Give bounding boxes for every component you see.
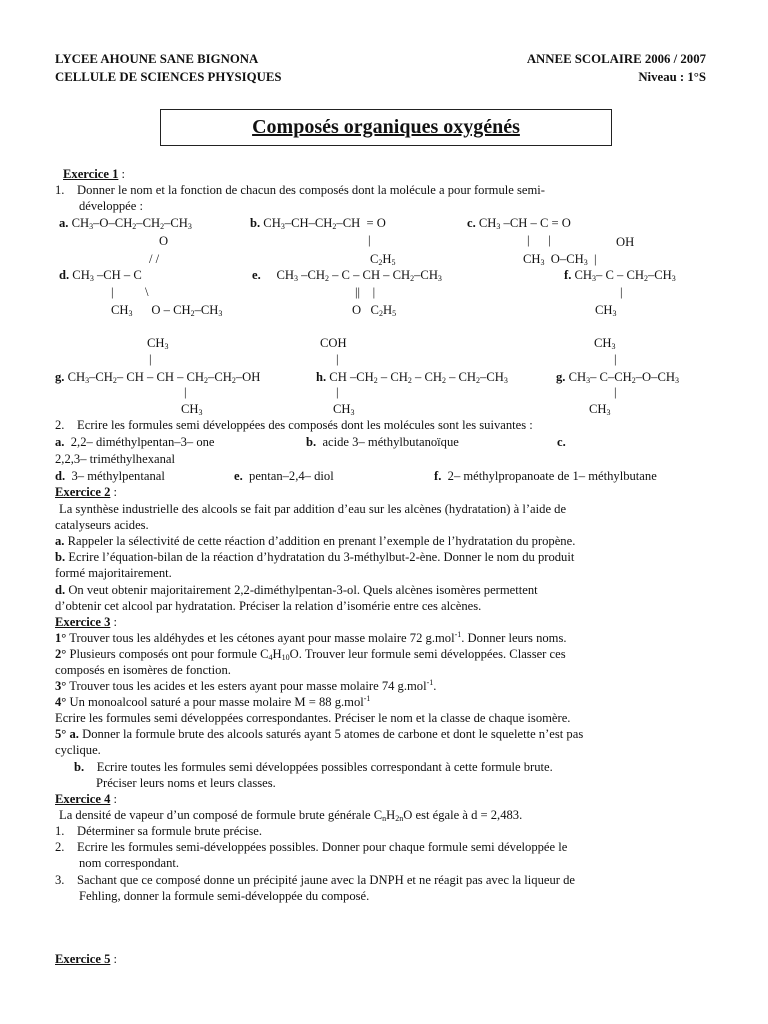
- exercise-1-heading: Exercice 1 :: [63, 167, 126, 181]
- exercise-3-q4-cont: Ecrire les formules semi développées correspondantes. Préciser le nom et la classe de chaque isomère.: [55, 711, 571, 725]
- exercise-1-question-1-cont: développée :: [79, 199, 143, 213]
- exercise-4-q3-cont: Fehling, donner la formule semi-développée du composé.: [79, 889, 370, 903]
- exercise-3-q5b: b. Ecrire toutes les formules semi développées possibles correspondant à cette formule brute.: [74, 760, 553, 774]
- formula-e-subs: O $C_2H_5$: [352, 303, 397, 318]
- school-name: LYCEE AHOUNE SANE BIGNONA: [55, 52, 259, 66]
- exercise-3-heading: Exercice 3 :: [55, 615, 118, 629]
- exercise-4-q2: 2. Ecrire les formules semi-développées possibles. Donner pour chaque formule semi développée le: [55, 840, 568, 854]
- exercise-3-q5b-cont: Préciser leurs noms et leurs classes.: [96, 776, 276, 790]
- exercise-3-q5: 5° a. Donner la formule brute des alcools saturés ayant 5 atomes de carbone et dont le squelette n’est pas: [55, 727, 584, 741]
- formula-h: h. CH $-CH_2 - CH_2 - CH_2 - CH_2-CH_3$: [316, 370, 508, 385]
- exercise-3-q3: 3° Trouver tous les acides et les esters ayant pour masse molaire 74 g.mol$^{-1}$.: [55, 678, 437, 693]
- exercise-2-intro-cont: catalyseurs acides.: [55, 518, 149, 532]
- page-title: Composés organiques oxygénés: [252, 116, 520, 138]
- formula-b-c2h5: $C_2H_5$: [370, 252, 396, 267]
- exercise-3-q4: 4° Un monoalcool saturé a pour masse molaire M = 88 g.mol$^{-1}$: [55, 694, 371, 709]
- formula-a: a. $CH_3-O-CH_2-CH_2-CH_3$: [59, 216, 192, 231]
- exercise-1-question-1: 1. Donner le nom et la fonction de chacun des composés dont la molécule a pour formule semi-: [55, 183, 545, 197]
- formula-h-bottom: $CH_3$: [333, 402, 355, 417]
- formula-g2-bond-top: |: [614, 352, 617, 366]
- formula-a-o: O: [159, 234, 169, 248]
- exercise-3-q2-cont: composés en isomères de fonction.: [55, 663, 231, 677]
- formula-c-bonds: | |: [527, 233, 551, 247]
- formula-h-bond-bottom: |: [336, 385, 339, 399]
- formula-c-oh: OH: [616, 235, 635, 249]
- formula-d: d. $CH_3$ –CH – C: [59, 268, 142, 283]
- exercise-4-q2-cont: nom correspondant.: [79, 856, 180, 870]
- school-year: ANNEE SCOLAIRE 2006 / 2007: [526, 52, 706, 66]
- formula-g-bottom: $CH_3$: [181, 402, 203, 417]
- exercise-2-d-cont: d’obtenir cet alcool par hydratation. Préciser la relation d’isomérie entre ces alcènes.: [55, 599, 482, 613]
- class-level: Niveau : 1°S: [638, 70, 706, 84]
- exercise-5-heading: Exercice 5 :: [55, 952, 118, 966]
- formula-row3-bonds-bottom: |: [184, 385, 187, 399]
- compound-name-c: 2,2,3– triméthylhexanal: [55, 452, 175, 466]
- compound-name-a: a. 2,2– diméthylpentan–3– one: [55, 435, 215, 449]
- department-name: CELLULE DE SCIENCES PHYSIQUES: [55, 70, 282, 84]
- exercise-1-question-2: 2. Ecrire les formules semi développées des composés dont les molécules sont les suivantes :: [55, 418, 533, 432]
- exercise-2-d: d. On veut obtenir majoritairement 2,2-diméthylpentan-3-ol. Quels alcènes isomères permettent: [55, 583, 538, 597]
- formula-b-bond: |: [368, 233, 371, 247]
- exercise-2-b: b. Ecrire l’équation-bilan de la réaction d’hydratation du 3-méthylbut-2-ène. Donner le nom du produit: [55, 550, 575, 564]
- exercise-2-heading: Exercice 2 :: [55, 485, 118, 499]
- formula-a-double-bond: / /: [149, 252, 160, 266]
- formula-c-subs: $CH_3$ $O-CH_3$ |: [523, 252, 597, 267]
- formula-g2-top: $CH_3$: [594, 336, 616, 351]
- formula-c: c. $CH_3$ –CH – C = O: [467, 216, 571, 231]
- formula-b: b. $CH_3-CH-CH_2-CH = O$: [250, 216, 386, 231]
- formula-f-bond: |: [620, 285, 623, 299]
- formula-h-bond-top: |: [336, 352, 339, 366]
- formula-e-bonds: || |: [355, 285, 376, 299]
- exercise-4-heading: Exercice 4 :: [55, 792, 118, 806]
- formula-g2-bottom: $CH_3$: [589, 402, 611, 417]
- compound-name-e: e. pentan–2,4– diol: [234, 469, 334, 483]
- compound-name-f: f. 2– méthylpropanoate de 1– méthylbutane: [434, 469, 657, 483]
- formula-f-ch3: $CH_3$: [595, 303, 617, 318]
- exercise-2-intro: La synthèse industrielle des alcools se fait par addition d’eau sur les alcènes (hydratation) à l’aide de: [59, 502, 567, 516]
- exercise-4-intro: La densité de vapeur d’un composé de formule brute générale $C_nH_{2n}O$ est égale à d = 2,483.: [59, 808, 523, 823]
- formula-g2-bond-bottom: |: [614, 385, 617, 399]
- compound-name-b: b. acide 3– méthylbutanoïque: [306, 435, 459, 449]
- formula-d-bonds: | \: [111, 285, 149, 299]
- compound-name-c-label: c.: [557, 435, 566, 449]
- formula-g: g. $CH_3-CH_2-$ CH – CH – $CH_2-CH_2-OH$: [55, 370, 261, 385]
- formula-g2: g. $CH_3-$ $C-CH_2-O-CH_3$: [556, 370, 679, 385]
- formula-d-subs: $CH_3$ O – $CH_2-CH_3$: [111, 303, 223, 318]
- title-box: [160, 109, 612, 146]
- exercise-3-q2: 2° Plusieurs composés ont pour formule $C_4H_{10}O$. Trouver leur formule semi développées. Classer ces: [55, 647, 566, 662]
- exercise-3-q1: 1° Trouver tous les aldéhydes et les cétones ayant pour masse molaire 72 g.mol$^{-1}$. Donner leurs noms.: [55, 630, 567, 645]
- exercise-2-b-cont: formé majoritairement.: [55, 566, 172, 580]
- formula-row3-bonds-top: |: [149, 352, 152, 366]
- exercise-2-a: a. Rappeler la sélectivité de cette réaction d’addition en prenant l’exemple de l’hydratation du propène.: [55, 534, 576, 548]
- exercise-3-q5-cont: cyclique.: [55, 743, 101, 757]
- compound-name-d: d. 3– méthylpentanal: [55, 469, 165, 483]
- exercise-4-q3: 3. Sachant que ce composé donne un précipité jaune avec la DNPH et ne réagit pas avec la liqueur de: [55, 873, 575, 887]
- formula-g-top: $CH_3$: [147, 336, 169, 351]
- formula-f: f. $CH_3-$ C – $CH_2-CH_3$: [564, 268, 676, 283]
- formula-e: e. $CH_3$ $-CH_2$ – C – CH – $CH_2-CH_3$: [252, 268, 442, 283]
- exercise-4-q1: 1. Déterminer sa formule brute précise.: [55, 824, 263, 838]
- formula-h-top: COH: [320, 336, 347, 350]
